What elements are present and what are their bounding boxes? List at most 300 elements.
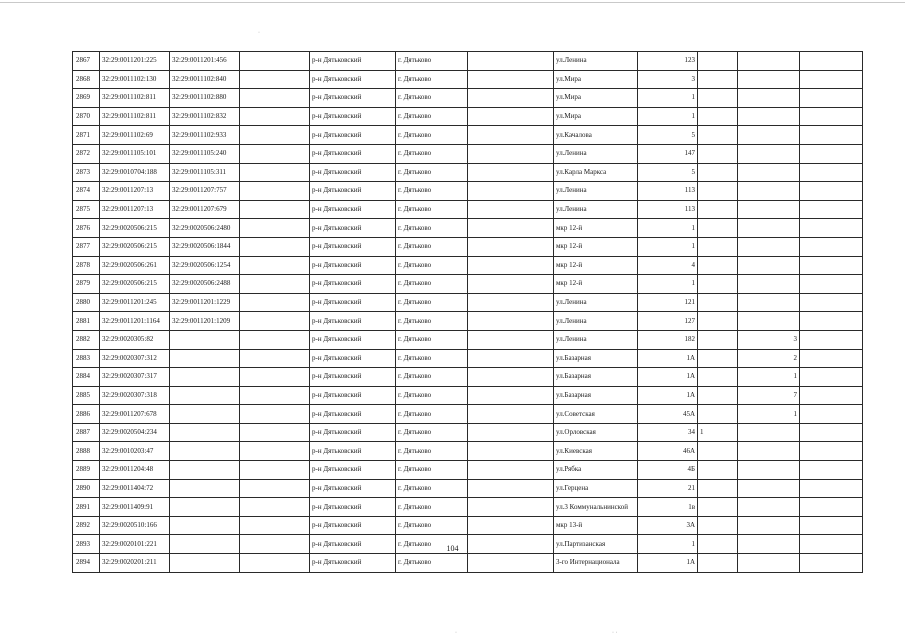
cell-empty [800, 70, 863, 89]
cell-empty [800, 312, 863, 331]
cell-empty [468, 293, 554, 312]
cell-street: 3-го Интернационала [554, 554, 638, 573]
cell-city: г. Дятьково [396, 479, 468, 498]
cell-empty [800, 442, 863, 461]
cell-n: 2894 [73, 554, 100, 573]
cell-empty [240, 516, 310, 535]
cell-street: ул.Орловская [554, 423, 638, 442]
cell-house: 4Б [638, 461, 698, 480]
cell-district: р-н Дятьковский [310, 89, 396, 108]
cell-city: г. Дятьково [396, 256, 468, 275]
cell-house: 1 [638, 107, 698, 126]
cell-empty [800, 479, 863, 498]
table-row [73, 554, 863, 573]
cell-house: 21 [638, 479, 698, 498]
cell-cad2: 32:29:0020506:1254 [170, 256, 240, 275]
cell-empty [468, 516, 554, 535]
cell-cad2 [170, 368, 240, 387]
cell-city: г. Дятьково [396, 237, 468, 256]
cell-empty [240, 349, 310, 368]
cell-empty [468, 126, 554, 145]
cell-house: 1 [638, 219, 698, 238]
cell-empty [240, 423, 310, 442]
cell-city: г. Дятьково [396, 107, 468, 126]
cell-c11 [738, 423, 800, 442]
table-row [73, 107, 863, 126]
cell-empty [240, 386, 310, 405]
cell-c11 [738, 107, 800, 126]
cell-c10 [698, 219, 738, 238]
cell-street: ул.Качалова [554, 126, 638, 145]
cell-empty [240, 312, 310, 331]
cell-cad2 [170, 386, 240, 405]
cell-empty [468, 256, 554, 275]
cell-street: мкр 12-й [554, 219, 638, 238]
cell-empty [468, 182, 554, 201]
cell-n: 2872 [73, 144, 100, 163]
cell-district: р-н Дятьковский [310, 237, 396, 256]
cell-c10 [698, 386, 738, 405]
cell-street: ул.Ленина [554, 293, 638, 312]
cell-c10 [698, 200, 738, 219]
cell-c10 [698, 89, 738, 108]
cell-c10 [698, 349, 738, 368]
cell-empty [800, 330, 863, 349]
table-row [73, 386, 863, 405]
cell-empty [800, 107, 863, 126]
cell-house: 46А [638, 442, 698, 461]
cell-empty [468, 498, 554, 517]
cell-empty [240, 479, 310, 498]
cell-empty [240, 461, 310, 480]
scan-speck: · [455, 630, 457, 636]
cell-house: 3А [638, 516, 698, 535]
cell-empty [800, 144, 863, 163]
cell-empty [240, 368, 310, 387]
cell-district: р-н Дятьковский [310, 52, 396, 71]
cell-district: р-н Дятьковский [310, 442, 396, 461]
cell-empty [240, 163, 310, 182]
cell-district: р-н Дятьковский [310, 516, 396, 535]
cell-c11 [738, 554, 800, 573]
cell-district: р-н Дятьковский [310, 293, 396, 312]
cell-district: р-н Дятьковский [310, 182, 396, 201]
cell-street: ул.Рябка [554, 461, 638, 480]
cell-c10 [698, 554, 738, 573]
cell-cad2: 32:29:0011102:933 [170, 126, 240, 145]
cell-cad: 32:29:0020506:215 [100, 237, 170, 256]
cell-cad: 32:29:0010203:47 [100, 442, 170, 461]
cell-c10 [698, 107, 738, 126]
table-row [73, 349, 863, 368]
cell-c10 [698, 256, 738, 275]
table-row [73, 479, 863, 498]
cell-empty [240, 89, 310, 108]
cell-cad: 32:29:0011102:130 [100, 70, 170, 89]
cell-empty [240, 182, 310, 201]
cell-empty [240, 237, 310, 256]
cell-street: ул.Базарная [554, 349, 638, 368]
cell-n: 2870 [73, 107, 100, 126]
cell-district: р-н Дятьковский [310, 144, 396, 163]
cell-n: 2875 [73, 200, 100, 219]
cell-street: ул.Базарная [554, 386, 638, 405]
cell-n: 2886 [73, 405, 100, 424]
table-row [73, 144, 863, 163]
cell-cad: 32:29:0020307:317 [100, 368, 170, 387]
cell-cad: 32:29:0011201:225 [100, 52, 170, 71]
cell-empty [800, 126, 863, 145]
cell-empty [468, 386, 554, 405]
cell-house: 1А [638, 554, 698, 573]
cell-street: ул.Герцена [554, 479, 638, 498]
cell-c11 [738, 70, 800, 89]
cell-cad: 32:29:0020510:166 [100, 516, 170, 535]
cell-c11 [738, 126, 800, 145]
cell-empty [468, 237, 554, 256]
cell-street: ул.Партизанская [554, 535, 638, 554]
cell-c11 [738, 89, 800, 108]
cell-empty [240, 144, 310, 163]
cell-district: р-н Дятьковский [310, 70, 396, 89]
cell-c10 [698, 330, 738, 349]
cell-empty [240, 330, 310, 349]
cell-empty [468, 70, 554, 89]
cell-cad: 32:29:0011102:69 [100, 126, 170, 145]
cell-district: р-н Дятьковский [310, 554, 396, 573]
cell-empty [800, 275, 863, 294]
cell-c11: 3 [738, 330, 800, 349]
cell-cad2: 32:29:0011102:832 [170, 107, 240, 126]
cell-district: р-н Дятьковский [310, 423, 396, 442]
cell-city: г. Дятьково [396, 330, 468, 349]
cell-cad2 [170, 554, 240, 573]
cell-n: 2885 [73, 386, 100, 405]
scan-speck: · [258, 30, 260, 36]
cell-cad2 [170, 516, 240, 535]
cell-c11 [738, 479, 800, 498]
cell-empty [800, 52, 863, 71]
cell-house: 1А [638, 349, 698, 368]
cell-c11 [738, 312, 800, 331]
cell-cad: 32:29:0020506:261 [100, 256, 170, 275]
cell-cad2 [170, 330, 240, 349]
cell-city: г. Дятьково [396, 144, 468, 163]
cell-cad: 32:29:0020101:221 [100, 535, 170, 554]
cell-district: р-н Дятьковский [310, 349, 396, 368]
cell-c10 [698, 144, 738, 163]
cell-empty [800, 461, 863, 480]
cell-street: ул.Ленина [554, 144, 638, 163]
cell-n: 2873 [73, 163, 100, 182]
cell-n: 2893 [73, 535, 100, 554]
cell-c10 [698, 126, 738, 145]
cell-c10 [698, 275, 738, 294]
cell-empty [240, 554, 310, 573]
cell-cad: 32:29:0011409:91 [100, 498, 170, 517]
cell-empty [468, 442, 554, 461]
cell-house: 1 [638, 535, 698, 554]
table-row [73, 275, 863, 294]
cell-house: 1в [638, 498, 698, 517]
cell-street: ул.Базарная [554, 368, 638, 387]
cell-empty [800, 293, 863, 312]
cell-empty [800, 405, 863, 424]
cell-street: мкр 12-й [554, 256, 638, 275]
cell-house: 121 [638, 293, 698, 312]
cell-n: 2887 [73, 423, 100, 442]
cell-street: мкр 12-й [554, 275, 638, 294]
cell-house: 45А [638, 405, 698, 424]
cell-empty [800, 498, 863, 517]
cell-cad: 32:29:0020305:82 [100, 330, 170, 349]
cell-street: ул.Ленина [554, 312, 638, 331]
cell-city: г. Дятьково [396, 516, 468, 535]
cell-cad: 32:29:0011102:811 [100, 89, 170, 108]
cell-house: 127 [638, 312, 698, 331]
scan-speck: · · [612, 630, 618, 636]
cell-c11: 1 [738, 368, 800, 387]
cell-empty [468, 461, 554, 480]
cell-empty [468, 200, 554, 219]
cell-house: 1 [638, 275, 698, 294]
table-row [73, 237, 863, 256]
cell-cad2 [170, 479, 240, 498]
cell-c11 [738, 200, 800, 219]
registry-table [72, 51, 863, 573]
cell-cad2 [170, 405, 240, 424]
cell-n: 2889 [73, 461, 100, 480]
page-number: 104 [446, 544, 459, 553]
cell-city: г. Дятьково [396, 423, 468, 442]
cell-district: р-н Дятьковский [310, 107, 396, 126]
cell-c11: 1 [738, 405, 800, 424]
cell-empty [800, 368, 863, 387]
cell-empty [468, 349, 554, 368]
cell-n: 2880 [73, 293, 100, 312]
cell-city: г. Дятьково [396, 386, 468, 405]
table-row [73, 126, 863, 145]
cell-street: ул.Ленина [554, 182, 638, 201]
cell-city: г. Дятьково [396, 163, 468, 182]
cell-city: г. Дятьково [396, 312, 468, 331]
cell-empty [468, 312, 554, 331]
cell-c11 [738, 163, 800, 182]
cell-street: мкр 13-й [554, 516, 638, 535]
cell-district: р-н Дятьковский [310, 200, 396, 219]
cell-house: 1 [638, 237, 698, 256]
cell-c11 [738, 498, 800, 517]
cell-empty [468, 330, 554, 349]
cell-c11 [738, 256, 800, 275]
cell-street: ул.Киевская [554, 442, 638, 461]
cell-empty [240, 498, 310, 517]
cell-cad: 32:29:0020506:215 [100, 219, 170, 238]
cell-cad2: 32:29:0011201:1209 [170, 312, 240, 331]
cell-city: г. Дятьково [396, 405, 468, 424]
cell-c11 [738, 461, 800, 480]
table-row [73, 256, 863, 275]
cell-empty [800, 237, 863, 256]
cell-c10 [698, 293, 738, 312]
cell-city: г. Дятьково [396, 89, 468, 108]
cell-house: 34 [638, 423, 698, 442]
cell-empty [800, 200, 863, 219]
cell-empty [800, 182, 863, 201]
cell-empty [468, 144, 554, 163]
cell-district: р-н Дятьковский [310, 405, 396, 424]
cell-empty [800, 386, 863, 405]
cell-n: 2867 [73, 52, 100, 71]
cell-street: ул.Карла Маркса [554, 163, 638, 182]
scan-edge-line [0, 2, 905, 3]
cell-empty [800, 89, 863, 108]
cell-house: 113 [638, 200, 698, 219]
cell-house: 5 [638, 126, 698, 145]
cell-cad2: 32:29:0011102:840 [170, 70, 240, 89]
cell-cad2: 32:29:0020506:2488 [170, 275, 240, 294]
cell-c11 [738, 293, 800, 312]
cell-cad: 32:29:0011102:811 [100, 107, 170, 126]
cell-cad2: 32:29:0020506:1844 [170, 237, 240, 256]
cell-district: р-н Дятьковский [310, 368, 396, 387]
table-row [73, 293, 863, 312]
cell-c10 [698, 368, 738, 387]
cell-cad: 32:29:0010704:188 [100, 163, 170, 182]
cell-house: 1А [638, 368, 698, 387]
cell-empty [800, 554, 863, 573]
cell-empty [240, 219, 310, 238]
cell-district: р-н Дятьковский [310, 163, 396, 182]
cell-c11 [738, 275, 800, 294]
cell-house: 182 [638, 330, 698, 349]
cell-district: р-н Дятьковский [310, 219, 396, 238]
cell-n: 2881 [73, 312, 100, 331]
cell-empty [468, 423, 554, 442]
cell-cad: 32:29:0020504:234 [100, 423, 170, 442]
cell-empty [800, 256, 863, 275]
table-row [73, 219, 863, 238]
cell-empty [240, 70, 310, 89]
cell-empty [240, 52, 310, 71]
table-row [73, 182, 863, 201]
cell-cad: 32:29:0020307:318 [100, 386, 170, 405]
cell-c11: 2 [738, 349, 800, 368]
cell-c11 [738, 219, 800, 238]
cell-cad: 32:29:0020307:312 [100, 349, 170, 368]
cell-empty [240, 200, 310, 219]
cell-n: 2888 [73, 442, 100, 461]
cell-street: ул.3 Коммунальнинской [554, 498, 638, 517]
cell-house: 123 [638, 52, 698, 71]
cell-c11 [738, 516, 800, 535]
cell-n: 2879 [73, 275, 100, 294]
cell-n: 2869 [73, 89, 100, 108]
cell-n: 2882 [73, 330, 100, 349]
table-row [73, 423, 863, 442]
cell-empty [468, 52, 554, 71]
cell-city: г. Дятьково [396, 275, 468, 294]
cell-city: г. Дятьково [396, 498, 468, 517]
table-row [73, 368, 863, 387]
cell-house: 1 [638, 89, 698, 108]
cell-city: г. Дятьково [396, 52, 468, 71]
cell-n: 2874 [73, 182, 100, 201]
cell-c10 [698, 442, 738, 461]
cell-cad: 32:29:0011204:48 [100, 461, 170, 480]
cell-city: г. Дятьково [396, 293, 468, 312]
cell-empty [468, 275, 554, 294]
cell-n: 2883 [73, 349, 100, 368]
cell-empty [468, 163, 554, 182]
cell-empty [240, 442, 310, 461]
cell-district: р-н Дятьковский [310, 256, 396, 275]
cell-n: 2877 [73, 237, 100, 256]
cell-cad: 32:29:0011201:245 [100, 293, 170, 312]
table-row [73, 70, 863, 89]
table-row [73, 312, 863, 331]
cell-empty [468, 368, 554, 387]
cell-empty [468, 479, 554, 498]
cell-n: 2890 [73, 479, 100, 498]
cell-district: р-н Дятьковский [310, 386, 396, 405]
table-row [73, 461, 863, 480]
table-row [73, 200, 863, 219]
cell-street: ул.Советская [554, 405, 638, 424]
cell-n: 2892 [73, 516, 100, 535]
cell-district: р-н Дятьковский [310, 461, 396, 480]
cell-district: р-н Дятьковский [310, 330, 396, 349]
cell-cad2: 32:29:0011201:1229 [170, 293, 240, 312]
cell-house: 5 [638, 163, 698, 182]
cell-c11 [738, 52, 800, 71]
table-row [73, 89, 863, 108]
cell-cad2: 32:29:0011201:456 [170, 52, 240, 71]
cell-c10 [698, 182, 738, 201]
cell-empty [468, 405, 554, 424]
cell-city: г. Дятьково [396, 200, 468, 219]
cell-cad2 [170, 349, 240, 368]
cell-district: р-н Дятьковский [310, 498, 396, 517]
cell-cad: 32:29:0011207:13 [100, 182, 170, 201]
cell-city: г. Дятьково [396, 368, 468, 387]
cell-c11 [738, 237, 800, 256]
cell-cad2: 32:29:0011207:679 [170, 200, 240, 219]
cell-street: ул.Ленина [554, 52, 638, 71]
cell-c10 [698, 498, 738, 517]
cell-c11 [738, 182, 800, 201]
cell-n: 2868 [73, 70, 100, 89]
cell-street: ул.Ленина [554, 200, 638, 219]
cell-cad2 [170, 442, 240, 461]
cell-cad: 32:29:0011404:72 [100, 479, 170, 498]
cell-c10: 1 [698, 423, 738, 442]
cell-cad: 32:29:0011201:1164 [100, 312, 170, 331]
cell-street: ул.Ленина [554, 330, 638, 349]
cell-district: р-н Дятьковский [310, 535, 396, 554]
cell-c10 [698, 405, 738, 424]
cell-c10 [698, 163, 738, 182]
cell-cad: 32:29:0011207:678 [100, 405, 170, 424]
cell-c11: 7 [738, 386, 800, 405]
cell-district: р-н Дятьковский [310, 312, 396, 331]
cell-cad: 32:29:0020506:215 [100, 275, 170, 294]
cell-c10 [698, 516, 738, 535]
cell-cad2 [170, 461, 240, 480]
cell-house: 3 [638, 70, 698, 89]
table-row [73, 52, 863, 71]
cell-house: 4 [638, 256, 698, 275]
